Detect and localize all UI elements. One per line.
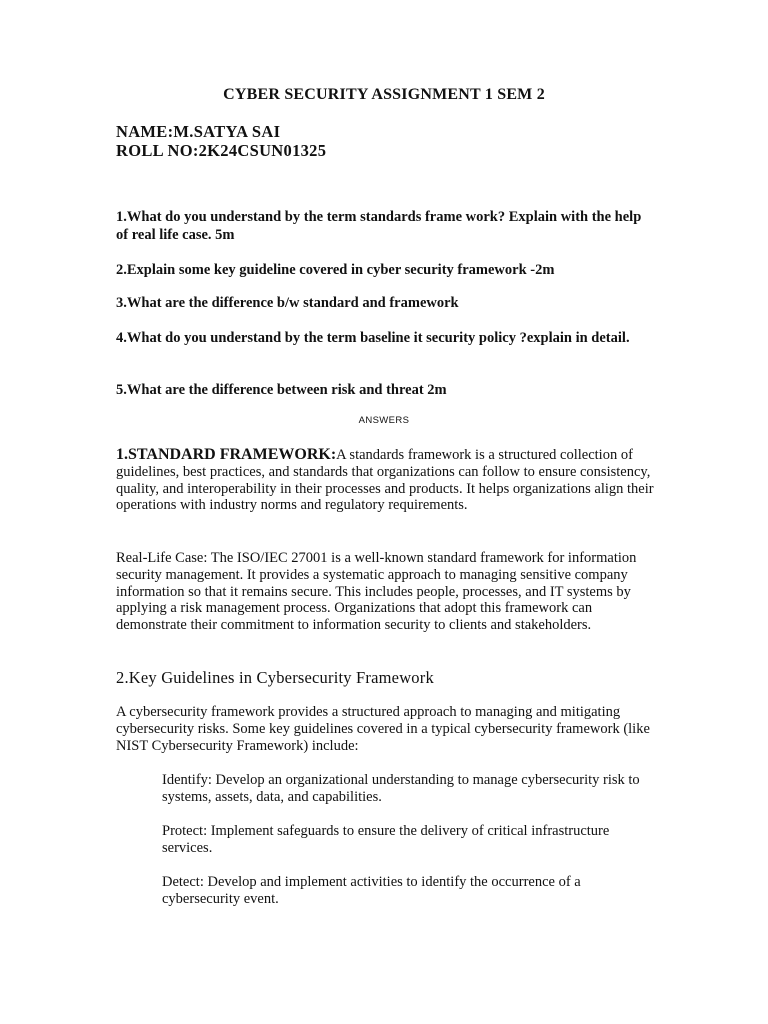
student-name: NAME:M.SATYA SAI (116, 122, 281, 141)
answer-2-heading: 2.Key Guidelines in Cybersecurity Framework (116, 668, 434, 687)
document-title: CYBER SECURITY ASSIGNMENT 1 SEM 2 (223, 86, 545, 103)
answer-2-intro: A cybersecurity framework provides a structured approach to managing and mitigating cybersecurity risks. Some key guidelines covered in a typical cybersecurity framework (like NIST Cybersecurity Framework) include: (116, 704, 650, 754)
question-3: 3.What are the difference b/w standard and framework (116, 295, 459, 311)
answers-label: ANSWERS (358, 415, 410, 426)
guideline-identify: Identify: Develop an organizational understanding to manage cybersecurity risk to systems, assets, data, and capabilities. (162, 772, 640, 805)
question-4: 4.What do you understand by the term baseline it security policy ?explain in detail. (116, 330, 630, 346)
answer-1-real-life-case: Real-Life Case: The ISO/IEC 27001 is a well-known standard framework for information security management. It provides a systematic approach to managing sensitive company information so that it remains secure. This includes people, processes, and IT systems by applying a risk management process. Organizations that adopt this framework can demonstrate their commitment to information security to clients and stakeholders. (116, 550, 637, 634)
guideline-protect: Protect: Implement safeguards to ensure the delivery of critical infrastructure services. (162, 823, 610, 856)
question-1: 1.What do you understand by the term standards frame work? Explain with the help of real life case. 5m (116, 209, 642, 243)
question-5: 5.What are the difference between risk and threat 2m (116, 382, 447, 398)
guideline-detect: Detect: Develop and implement activities to identify the occurrence of a cybersecurity event. (162, 874, 581, 907)
answer-1-text: A standards framework is a structured collection of guidelines, best practices, and standards that organizations can follow to ensure consistency, quality, and interoperability in their processes and products. It helps organizations align their operations with industry norms and regulatory requirements. (116, 447, 654, 514)
answer-1-heading: 1.STANDARD FRAMEWORK: (116, 446, 337, 463)
question-2: 2.Explain some key guideline covered in cyber security framework -2m (116, 262, 555, 278)
answer-1-definition (116, 447, 656, 514)
roll-number: ROLL NO:2K24CSUN01325 (116, 141, 327, 160)
